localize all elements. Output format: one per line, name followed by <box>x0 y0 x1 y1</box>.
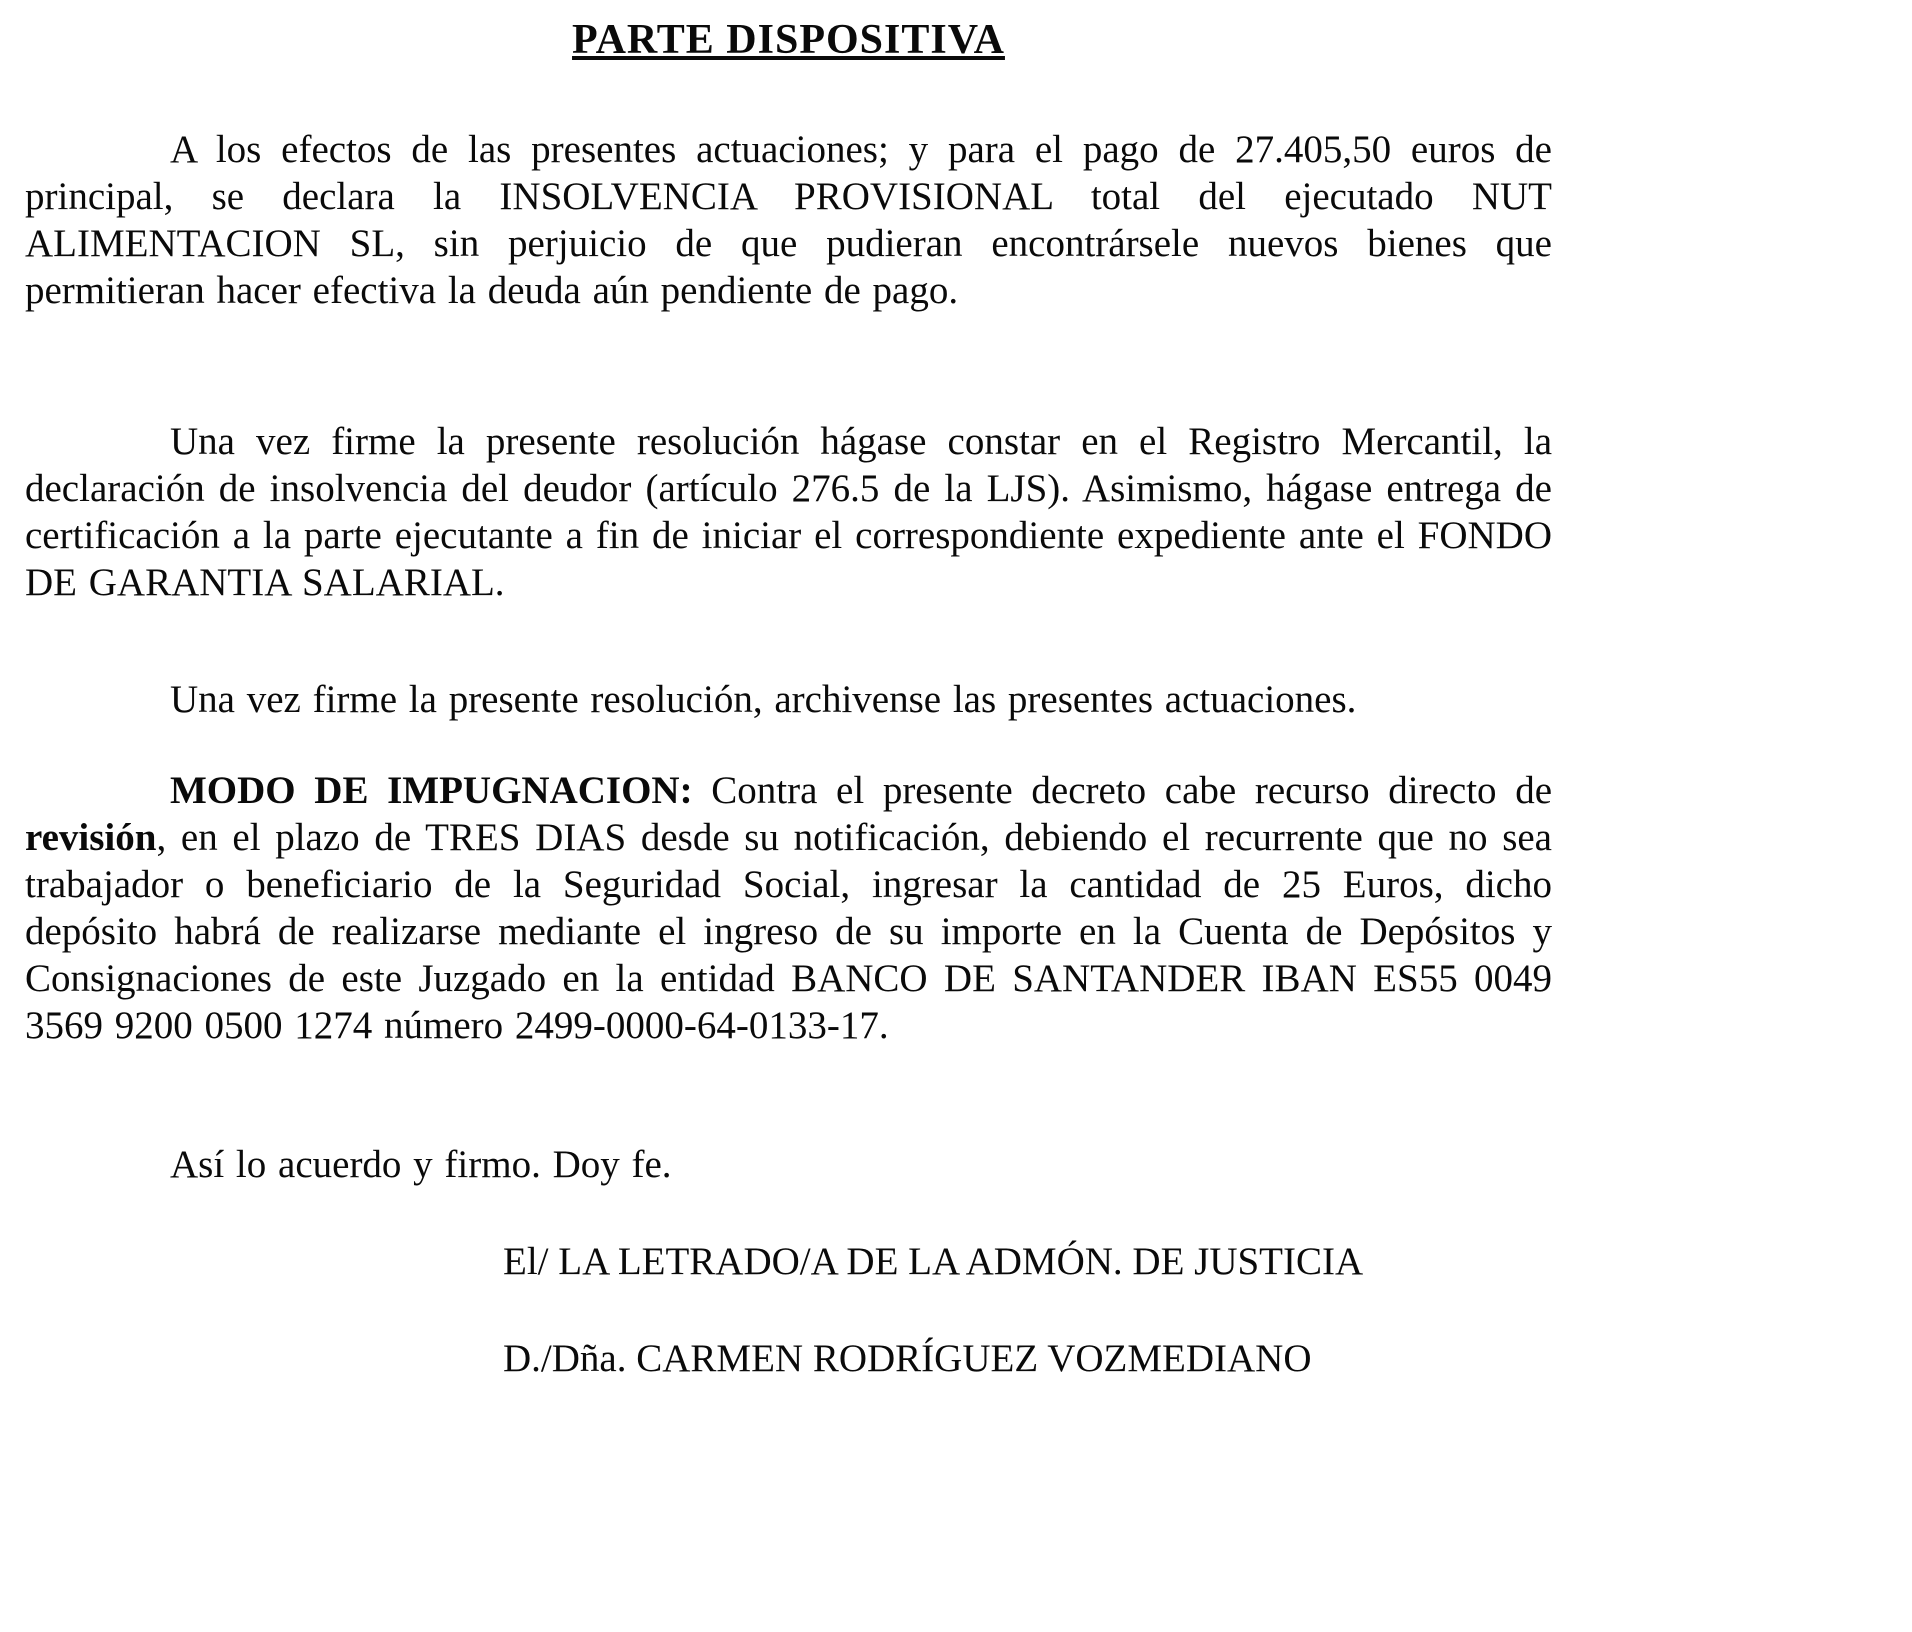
paragraph-firma: Así lo acuerdo y firmo. Doy fe. <box>170 1143 672 1186</box>
impugnacion-text-1: Contra el presente decreto cabe recurso directo de <box>692 769 1553 812</box>
impugnacion-bold-word: revisión <box>25 816 157 859</box>
signature-role: El/ LA LETRADO/A DE LA ADMÓN. DE JUSTICIA <box>503 1240 1364 1283</box>
impugnacion-text-2: , en el plazo de TRES DIAS desde su notificación, debiendo el recurrente que no sea trabajador o beneficiario de la Seguridad Social, ingresar la cantidad de 25 Euros, dicho depósito habrá de realizarse mediante el ingreso de su importe en la Cuenta de Depósitos y Consignaciones de este Juzgado en la entidad BANCO DE SANTANDER IBAN ES55 0049 3569 9200 0500 1274 número 2499-0000-64-0133-17. <box>25 816 1552 1047</box>
document-title: PARTE DISPOSITIVA <box>572 17 1005 63</box>
paragraph-archivo: Una vez firme la presente resolución, archivense las presentes actuaciones. <box>170 678 1357 721</box>
impugnacion-label: MODO DE IMPUGNACION: <box>170 769 693 812</box>
paragraph-impugnacion <box>25 767 1552 1049</box>
signature-name: D./Dña. CARMEN RODRÍGUEZ VOZMEDIANO <box>503 1337 1312 1380</box>
paragraph-registro: Una vez firme la presente resolución hágase constar en el Registro Mercantil, la declaración de insolvencia del deudor (artículo 276.5 de la LJS). Asimismo, hágase entrega de certificación a la parte ejecutante a fin de iniciar el correspondiente expediente ante el FONDO DE GARANTIA SALARIAL. <box>25 420 1552 604</box>
paragraph-insolvencia: A los efectos de las presentes actuaciones; y para el pago de 27.405,50 euros de principal, se declara la INSOLVENCIA PROVISIONAL total del ejecutado NUT ALIMENTACION SL, sin perjuicio de que pudieran encontrársele nuevos bienes que permitieran hacer efectiva la deuda aún pendiente de pago. <box>25 128 1552 312</box>
